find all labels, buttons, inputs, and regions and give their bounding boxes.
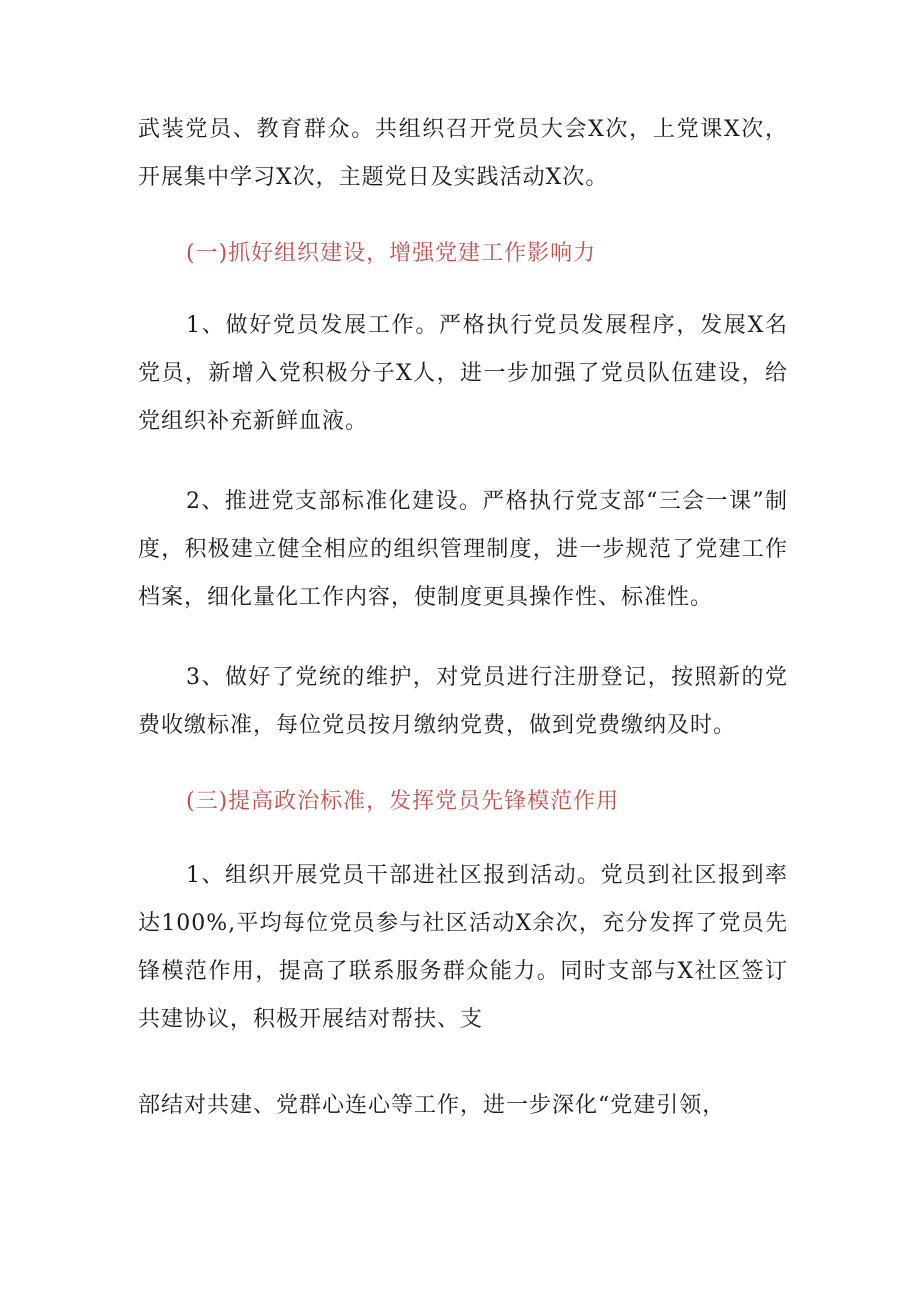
paragraph-branch-standardization: 2、推进党支部标准化建设。严格执行党支部“三会一课”制度，积极建立健全相应的组织管理制度，进一步规范了党建工作档案，细化量化工作内容，使制度更具操作性、标准性。 [138,489,788,610]
paragraph-party-activities: 武装党员、教育群众。共组织召开党员大会X次，上党课X次，开展集中学习X次，主题党日及实践活动X次。 [138,117,788,190]
paragraph-community-activities: 1、组织开展党员干部进社区报到活动。党员到社区报到率达100%,平均每位党员参与社区活动X余次，充分发挥了党员先锋模范作用，提高了联系服务群众能力。同时支部与X社区签订共建协议，积极开展结对帮扶、支 [138,863,788,1032]
section-heading-organization-building: (一)抓好组织建设，增强党建工作影响力 [186,241,597,266]
paragraph-member-development: 1、做好党员发展工作。严格执行党员发展程序，发展X名党员，新增入党积极分子X人，进一步加强了党员队伍建设，给党组织补充新鲜血液。 [138,313,788,434]
paragraph-continuation: 部结对共建、党群心连心等工作，进一步深化“党建引领， [138,1093,726,1118]
paragraph-party-dues: 3、做好了党统的维护，对党员进行注册登记，按照新的党费收缴标准，每位党员按月缴纳党费，做到党费缴纳及时。 [138,665,788,738]
section-heading-political-standards: (三)提高政治标准，发挥党员先锋模范作用 [186,789,620,814]
